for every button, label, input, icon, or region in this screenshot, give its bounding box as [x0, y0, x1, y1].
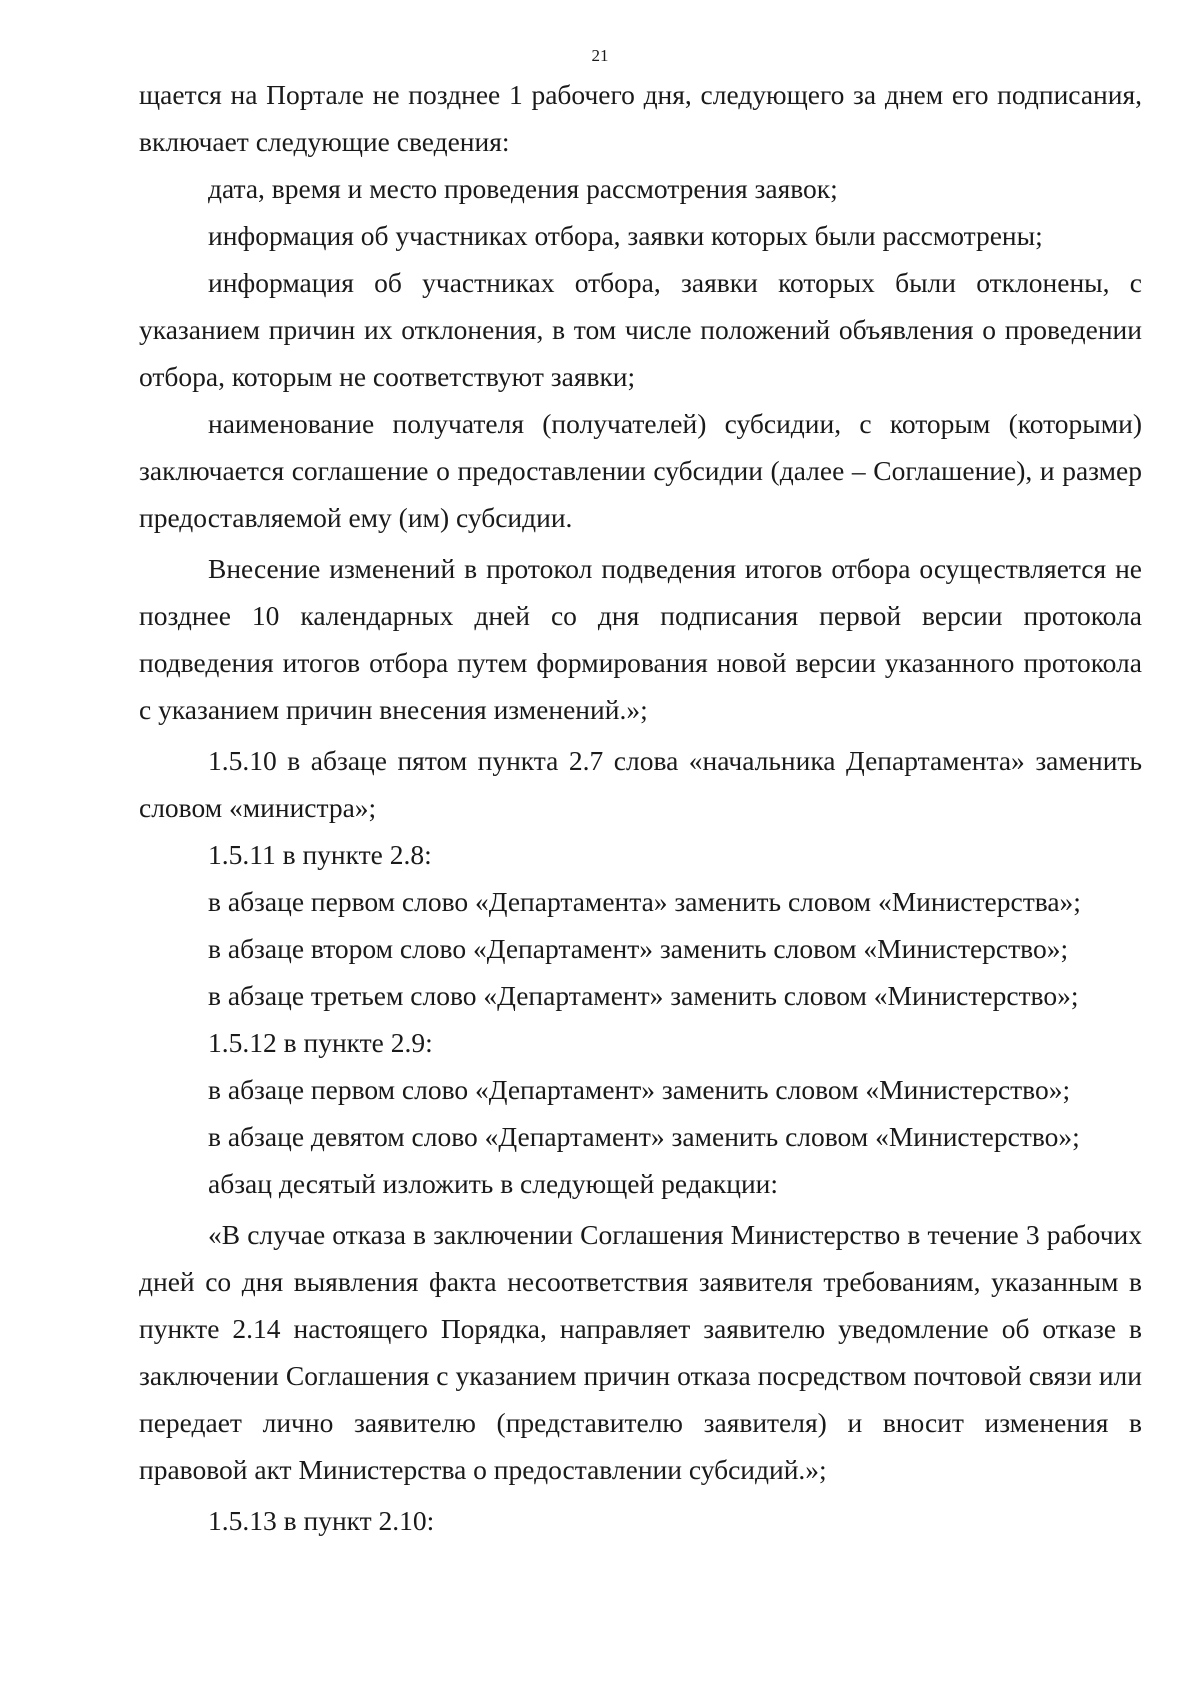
paragraph-list-item: в абзаце третьем слово «Департамент» заменить словом «Министерство»;: [208, 980, 1079, 1011]
paragraph-list-item: информация об участниках отбора, заявки которых были рассмотрены;: [208, 220, 1043, 251]
paragraph-list-item: абзац десятый изложить в следующей редакции:: [208, 1168, 779, 1199]
paragraph-list-item: в абзаце первом слово «Департамент» заменить словом «Министерство»;: [208, 1074, 1071, 1105]
document-body: [139, 71, 1142, 1544]
paragraph-list-item: наименование получателя (получателей) субсидии, с которым (которыми) заключается соглашение о предоставлении субсидии (далее – Соглашение), и размер предоставляемой ему (им) субсидии.: [139, 408, 1142, 533]
paragraph-list-item: дата, время и место проведения рассмотрения заявок;: [208, 173, 838, 204]
paragraph-list-item: информация об участниках отбора, заявки которых были отклонены, с указанием причин их отклонения, в том числе положений объявления о проведении отбора, которым не соответствуют заявки;: [139, 267, 1142, 392]
paragraph-clause: 1.5.11 в пункте 2.8:: [208, 839, 432, 870]
paragraph-quote: «В случае отказа в заключении Соглашения Министерство в течение 3 рабочих дней со дня выявления факта несоответствия заявителя требованиям, указанным в пункте 2.14 настоящего Порядка, направляет заявителю уведомление об отказе в заключении Соглашения с указанием причин отказа посредством почтовой связи или передает лично заявителю (представителю заявителя) и вносит изменения в правовой акт Министерства о предоставлении субсидий.»;: [139, 1219, 1142, 1485]
paragraph-continuation: щается на Портале не позднее 1 рабочего дня, следующего за днем его подписания, включает следующие сведения:: [139, 79, 1142, 157]
paragraph-clause: 1.5.13 в пункт 2.10:: [208, 1505, 435, 1536]
paragraph-clause: 1.5.10 в абзаце пятом пункта 2.7 слова «начальника Департамента» заменить словом «министра»;: [139, 745, 1142, 823]
paragraph: Внесение изменений в протокол подведения итогов отбора осуществляется не позднее 10 календарных дней со дня подписания первой версии протокола подведения итогов отбора путем формирования новой версии указанного протокола с указанием причин внесения изменений.»;: [139, 553, 1142, 725]
paragraph-list-item: в абзаце первом слово «Департамента» заменить словом «Министерства»;: [208, 886, 1081, 917]
paragraph-list-item: в абзаце втором слово «Департамент» заменить словом «Министерство»;: [208, 933, 1069, 964]
paragraph-list-item: в абзаце девятом слово «Департамент» заменить словом «Министерство»;: [208, 1121, 1080, 1152]
paragraph-clause: 1.5.12 в пункте 2.9:: [208, 1027, 433, 1058]
page-number: 21: [591, 46, 609, 65]
